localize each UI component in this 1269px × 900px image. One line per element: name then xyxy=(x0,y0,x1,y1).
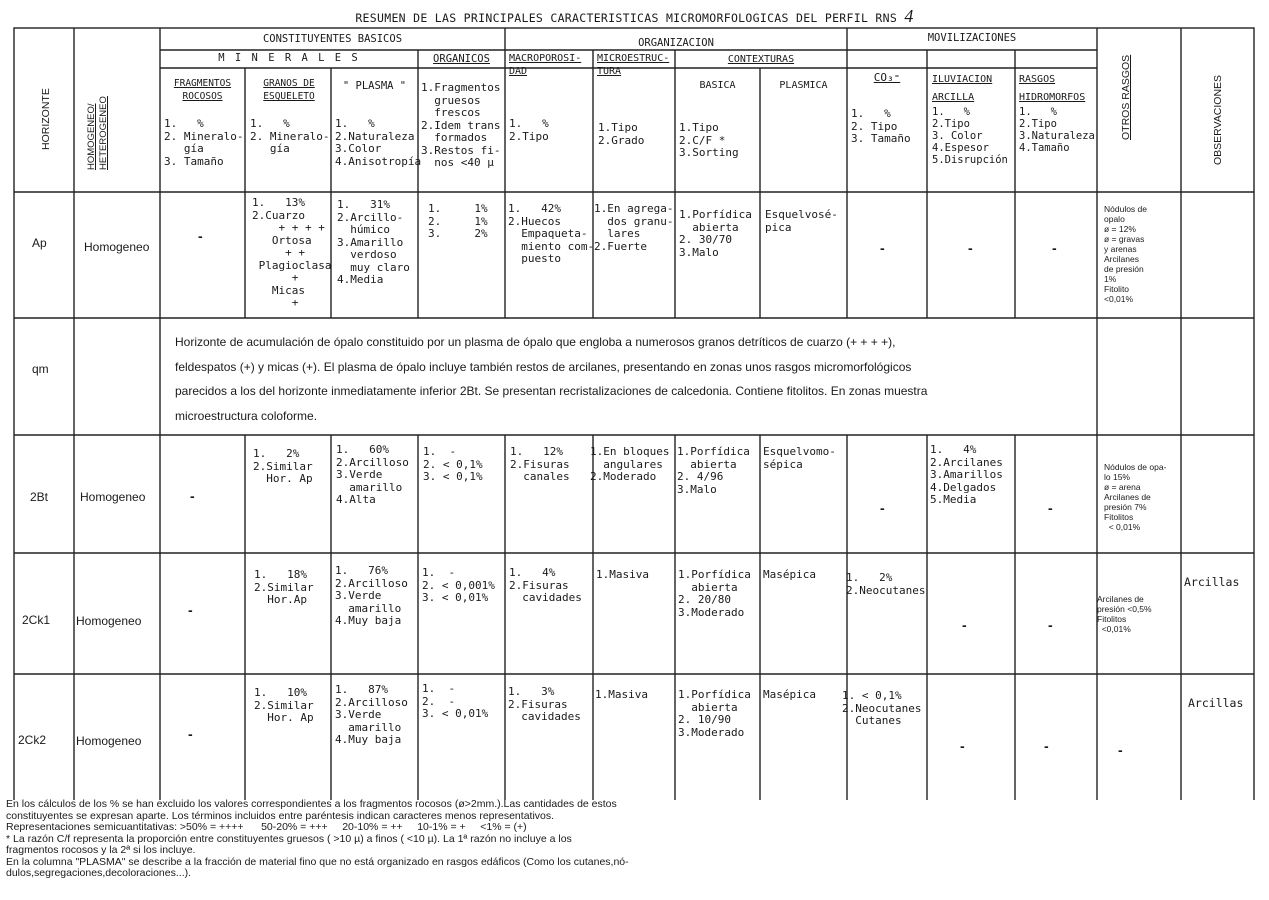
org-ap: 1. 1% 2. 1% 3. 2% xyxy=(428,202,488,240)
organicos-header: ORGANICOS xyxy=(433,53,490,65)
macro-2ck2: 1. 3% 2.Fisuras cavidades xyxy=(508,685,581,723)
macro-2ck1: 1. 4% 2.Fisuras cavidades xyxy=(509,566,582,604)
plasmica-2ck2: Masépica xyxy=(763,688,816,701)
co3-ap: - xyxy=(880,240,885,256)
plasma-items: 1. % 2.Naturaleza 3.Color 4.Anisotropía xyxy=(335,117,422,168)
macro-2bt: 1. 12% 2.Fisuras canales xyxy=(510,445,570,483)
basica-header: BASICA xyxy=(699,80,736,91)
hidromorfos-items: 1. % 2.Tipo 3.Naturaleza 4.Tamaño xyxy=(1019,106,1095,154)
iluv-2ck2: - xyxy=(960,738,965,754)
iluv-ap: - xyxy=(968,240,973,256)
co3-2bt: - xyxy=(880,500,885,516)
fragmentos-items: 1. % 2. Mineralo- gía 3. Tamaño xyxy=(164,117,244,168)
plasma-header: " PLASMA " xyxy=(342,80,407,92)
granos-ap: 1. 13% 2.Cuarzo + + + + Ortosa + + Plagioclasa + Micas + xyxy=(252,196,332,309)
iluviacion-header: ILUVIACION ARCILLA xyxy=(932,74,993,103)
plasmica-ap: Esquelvosé- pica xyxy=(765,208,838,234)
hom-2bt: Homogeneo xyxy=(80,490,146,504)
horizonte-header: HORIZONTE xyxy=(40,88,52,150)
microestructura-header: MICROESTRUC- TURA xyxy=(597,53,670,77)
organizacion-header: ORGANIZACION xyxy=(638,37,714,49)
hidro-2ck1: - xyxy=(1048,617,1053,633)
contexturas-header: CONTEXTURAS xyxy=(727,54,795,65)
iluv-2ck1: - xyxy=(962,617,967,633)
qm-description: Horizonte de acumulación de ópalo constituido por un plasma de ópalo que engloba a numerosos granos detríticos de cuarzo (+ + + +), feldespatos (+) y micas (+). El plasma de ópalo incluye también restos de arcilanes, presentando en zonas unos rasgos micromorfológicos parecidos a los del horizonte inmediatamente inferior 2Bt. Se presentan recristalizaciones de calcedonia. Contiene fitolitos. En zonas muestra microestructura coloforme. xyxy=(175,335,928,423)
plasmica-header: PLASMICA xyxy=(779,80,828,91)
hidro-2bt: - xyxy=(1048,500,1053,516)
basica-2bt: 1.Porfídica abierta 2. 4/96 3.Malo xyxy=(677,445,750,496)
plasma-2ck1: 1. 76% 2.Arcilloso 3.Verde amarillo 4.Muy baja xyxy=(335,564,408,627)
granos-items: 1. % 2. Mineralo- gía xyxy=(250,117,330,155)
title-text: RESUMEN DE LAS PRINCIPALES CARACTERISTICAS MICROMORFOLOGICAS DEL PERFIL RNS xyxy=(355,11,898,25)
org-2ck1: 1. - 2. < 0,001% 3. < 0,01% xyxy=(422,566,495,604)
plasma-2bt: 1. 60% 2.Arcilloso 3.Verde amarillo 4.Alta xyxy=(336,443,409,506)
hidro-2ck2: - xyxy=(1044,738,1049,754)
micro-2bt: 1.En bloques angulares 2.Moderado xyxy=(590,445,670,483)
macroporosidad-header: MACROPOROSI- DAD xyxy=(509,53,582,77)
obs-2ck1: Arcillas xyxy=(1184,575,1240,589)
micro-ap: 1.En agrega- dos granu- lares 2.Fuerte xyxy=(594,202,674,253)
horizon-2bt: 2Bt xyxy=(30,490,49,504)
granos-2ck2: 1. 10% 2.Similar Hor. Ap xyxy=(254,686,314,724)
movilizaciones-header: MOVILIZACIONES xyxy=(927,32,1017,44)
basica-items: 1.Tipo 2.C/F * 3.Sorting xyxy=(679,121,739,159)
frag-ap: - xyxy=(198,228,203,244)
hom-ap: Homogeneo xyxy=(84,240,150,254)
plasma-2ck2: 1. 87% 2.Arcilloso 3.Verde amarillo 4.Muy baja xyxy=(335,683,408,746)
co3-items: 1. % 2. Tipo 3. Tamaño xyxy=(851,107,911,145)
otros-2bt: Nódulos de opa- lo 15% ø = arena Arcilanes de presión 7% Fitolitos < 0,01% xyxy=(1104,462,1167,532)
granos-2ck1: 1. 18% 2.Similar Hor.Ap xyxy=(254,568,314,606)
footnotes: En los cálculos de los % se han excluido los valores correspondientes a los fragmentos rocosos (ø>2mm.).Las cantidades de estos constituyentes se expresan aparte. Los términos incluidos entre paréntesis indican caracteres menos representativos. Representaciones semicuantitativas: >50% = ++++ 50-20% = +++ 20-10% = ++ 10-1% = + <1% = (+) * La razón C/f representa la proporción entre constituyentes gruesos ( >10 µ) a finos ( <10 µ). La 1ª razón no incluye a los fragmentos rocosos y la 2ª si los incluye. En la columna "PLASMA" se describe a la fracción de material fino que no está organizado en rasgos edáficos (Como los cutanes,nó- dulos,segregaciones,decoloraciones...). xyxy=(6,798,629,879)
fragmentos-header: FRAGMENTOS ROCOSOS xyxy=(173,78,232,102)
basica-ap: 1.Porfídica abierta 2. 30/70 3.Malo xyxy=(679,208,752,259)
hom-2ck2: Homogeneo xyxy=(76,734,142,748)
observaciones-header: OBSERVACIONES xyxy=(1212,74,1224,165)
plasmica-2bt: Esquelvomo- sépica xyxy=(763,445,836,471)
iluviacion-items: 1. % 2.Tipo 3. Color 4.Espesor 5.Disrupción xyxy=(932,106,1008,166)
frag-2ck2: - xyxy=(188,726,193,742)
co3-2ck2: 1. < 0,1% 2.Neocutanes Cutanes xyxy=(842,689,922,727)
macro-ap: 1. 42% 2.Huecos Empaqueta- miento com- puesto xyxy=(508,202,595,265)
otros-rasgos-header: OTROS RASGOS xyxy=(1120,54,1132,140)
constituyentes-header: CONSTITUYENTES BASICOS xyxy=(262,33,403,45)
horizon-qm: qm xyxy=(32,362,49,376)
obs-2ck2: Arcillas xyxy=(1188,696,1244,710)
iluv-2bt: 1. 4% 2.Arcilanes 3.Amarillos 4.Delgados 5.Media xyxy=(930,443,1003,506)
otros-2ck2: - xyxy=(1118,742,1123,758)
homogeneo-header: HOMOGENEO/ HETEROGENEO xyxy=(86,96,109,170)
profile-number: 4 xyxy=(904,6,914,26)
horizon-2ck1: 2Ck1 xyxy=(22,613,51,627)
otros-2ck1: Arcilanes de presión <0,5% Fitolitos <0,01% xyxy=(1097,594,1152,634)
horizon-2ck2: 2Ck2 xyxy=(18,733,47,747)
co3-2ck1: 1. 2% 2.Neocutanes xyxy=(846,571,926,597)
frag-2bt: - xyxy=(190,488,195,504)
otros-ap: Nódulos de opalo ø = 12% ø = gravas y arenas Arcilanes de presión 1% Fitolito <0,01% xyxy=(1104,204,1148,304)
hidro-ap: - xyxy=(1052,240,1057,256)
co3-header: CO₃⁼ xyxy=(873,71,901,84)
granos-2bt: 1. 2% 2.Similar Hor. Ap xyxy=(253,447,313,485)
micro-2ck1: 1.Masiva xyxy=(596,568,649,581)
micro-2ck2: 1.Masiva xyxy=(595,688,648,701)
micro-items: 1.Tipo 2.Grado xyxy=(598,121,645,147)
hom-2ck1: Homogeneo xyxy=(76,614,142,628)
basica-2ck1: 1.Porfídica abierta 2. 20/80 3.Moderado xyxy=(678,568,751,619)
horizon-ap: Ap xyxy=(32,236,47,250)
frag-2ck1: - xyxy=(188,602,193,618)
organicos-items: 1.Fragmentos gruesos frescos 2.Idem trans formados 3.Restos fi- nos <40 µ xyxy=(421,81,501,169)
plasmica-2ck1: Masépica xyxy=(763,568,816,581)
macro-items: 1. % 2.Tipo xyxy=(509,117,549,143)
hidromorfos-header: RASGOS HIDROMORFOS xyxy=(1019,74,1086,103)
plasma-ap: 1. 31% 2.Arcillo- húmico 3.Amarillo verdoso muy claro 4.Media xyxy=(337,198,410,286)
minerales-header: M I N E R A L E S xyxy=(218,52,360,64)
granos-header: GRANOS DE ESQUELETO xyxy=(263,78,315,102)
org-2bt: 1. - 2. < 0,1% 3. < 0,1% xyxy=(423,445,483,483)
org-2ck2: 1. - 2. - 3. < 0,01% xyxy=(422,682,489,720)
basica-2ck2: 1.Porfídica abierta 2. 10/90 3.Moderado xyxy=(678,688,751,739)
